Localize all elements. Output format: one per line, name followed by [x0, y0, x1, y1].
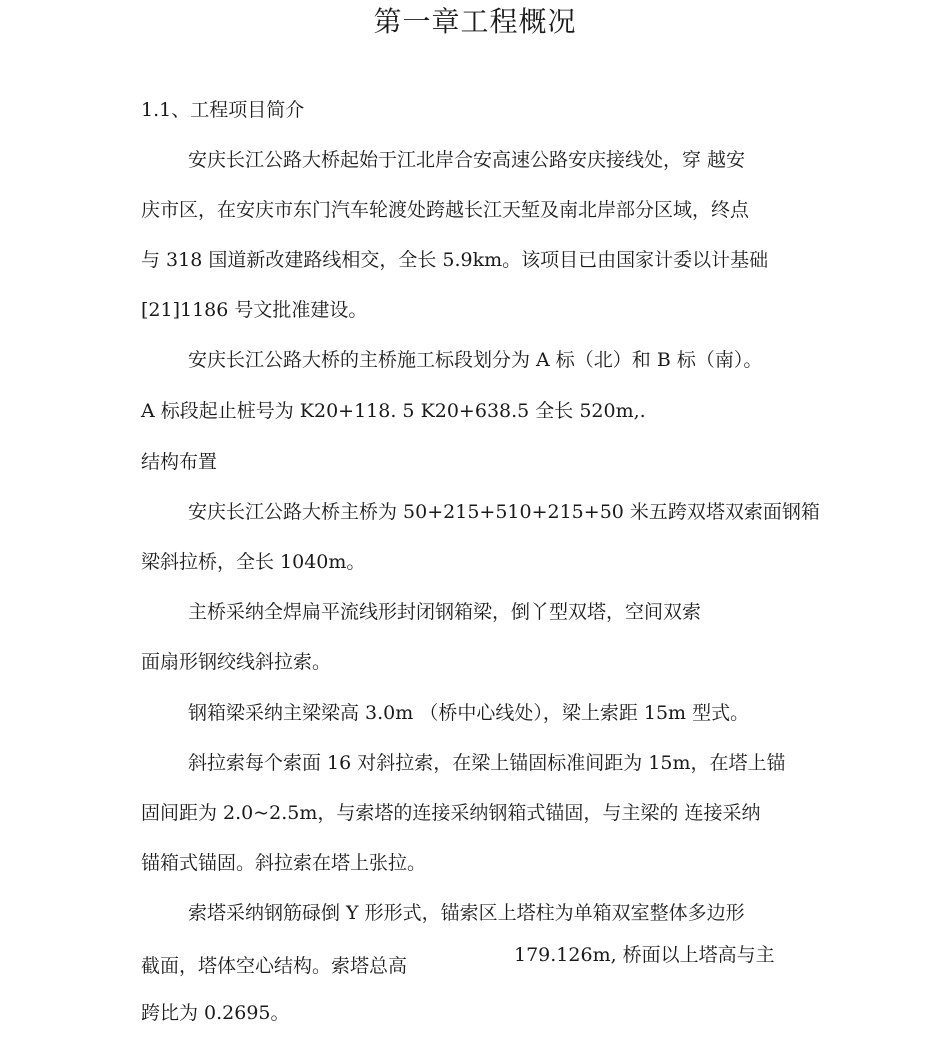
paragraph-line: 安庆长江公路大桥起始于江北岸合安高速公路安庆接线处，穿 越安 — [188, 149, 746, 171]
paragraph-line: 钢箱梁采纳主梁梁高 3.0m （桥中心线处），梁上索距 15m 型式。 — [188, 702, 750, 724]
chapter-title: 第一章工程概况 — [373, 5, 577, 38]
paragraph-line: 安庆长江公路大桥的主桥施工标段划分为 A 标（北）和 B 标（南）。 — [188, 349, 763, 371]
paragraph-line: 179.126m, 桥面以上塔高与主 — [514, 944, 775, 966]
paragraph-line: A 标段起止桩号为 K20+118. 5 K20+638.5 全长 520m,. — [141, 400, 646, 422]
subsection-heading: 结构布置 — [141, 451, 218, 473]
paragraph-line: 庆市区，在安庆市东门汽车轮渡处跨越长江天堑及南北岸部分区域，终点 — [141, 199, 750, 221]
paragraph-line: 安庆长江公路大桥主桥为 50+215+510+215+50 米五跨双塔双索面钢箱 — [188, 501, 820, 523]
paragraph-line: 与 318 国道新改建路线相交，全长 5.9km。该项目已由国家计委以计基础 — [141, 249, 769, 271]
paragraph-line: 索塔采纳钢筋碌倒 Y 形形式，锚索区上塔柱为单箱双室整体多边形 — [188, 902, 745, 924]
paragraph-line: 梁斜拉桥，全长 1040m。 — [141, 551, 366, 573]
paragraph-line: 面扇形钢绞线斜拉索。 — [141, 651, 332, 673]
paragraph-line: 跨比为 0.2695。 — [141, 1002, 290, 1024]
paragraph-line: 主桥采纳全焊扁平流线形封闭钢箱梁，倒丫型双塔，空间双索 — [188, 601, 702, 623]
paragraph-line: 锚箱式锚固。斜拉索在塔上张拉。 — [141, 852, 427, 874]
paragraph-line: 截面，塔体空心结构。索塔总高 — [141, 955, 408, 977]
section-heading: 1.1、工程项目简介 — [141, 99, 305, 121]
paragraph-line: 固间距为 2.0~2.5m，与索塔的连接采纳钢箱式锚固，与主梁的 连接采纳 — [141, 802, 761, 824]
paragraph-line: [21]1186 号文批准建设。 — [141, 299, 368, 321]
paragraph-line: 斜拉索每个索面 16 对斜拉索，在梁上锚固标准间距为 15m，在塔上锚 — [188, 752, 786, 774]
